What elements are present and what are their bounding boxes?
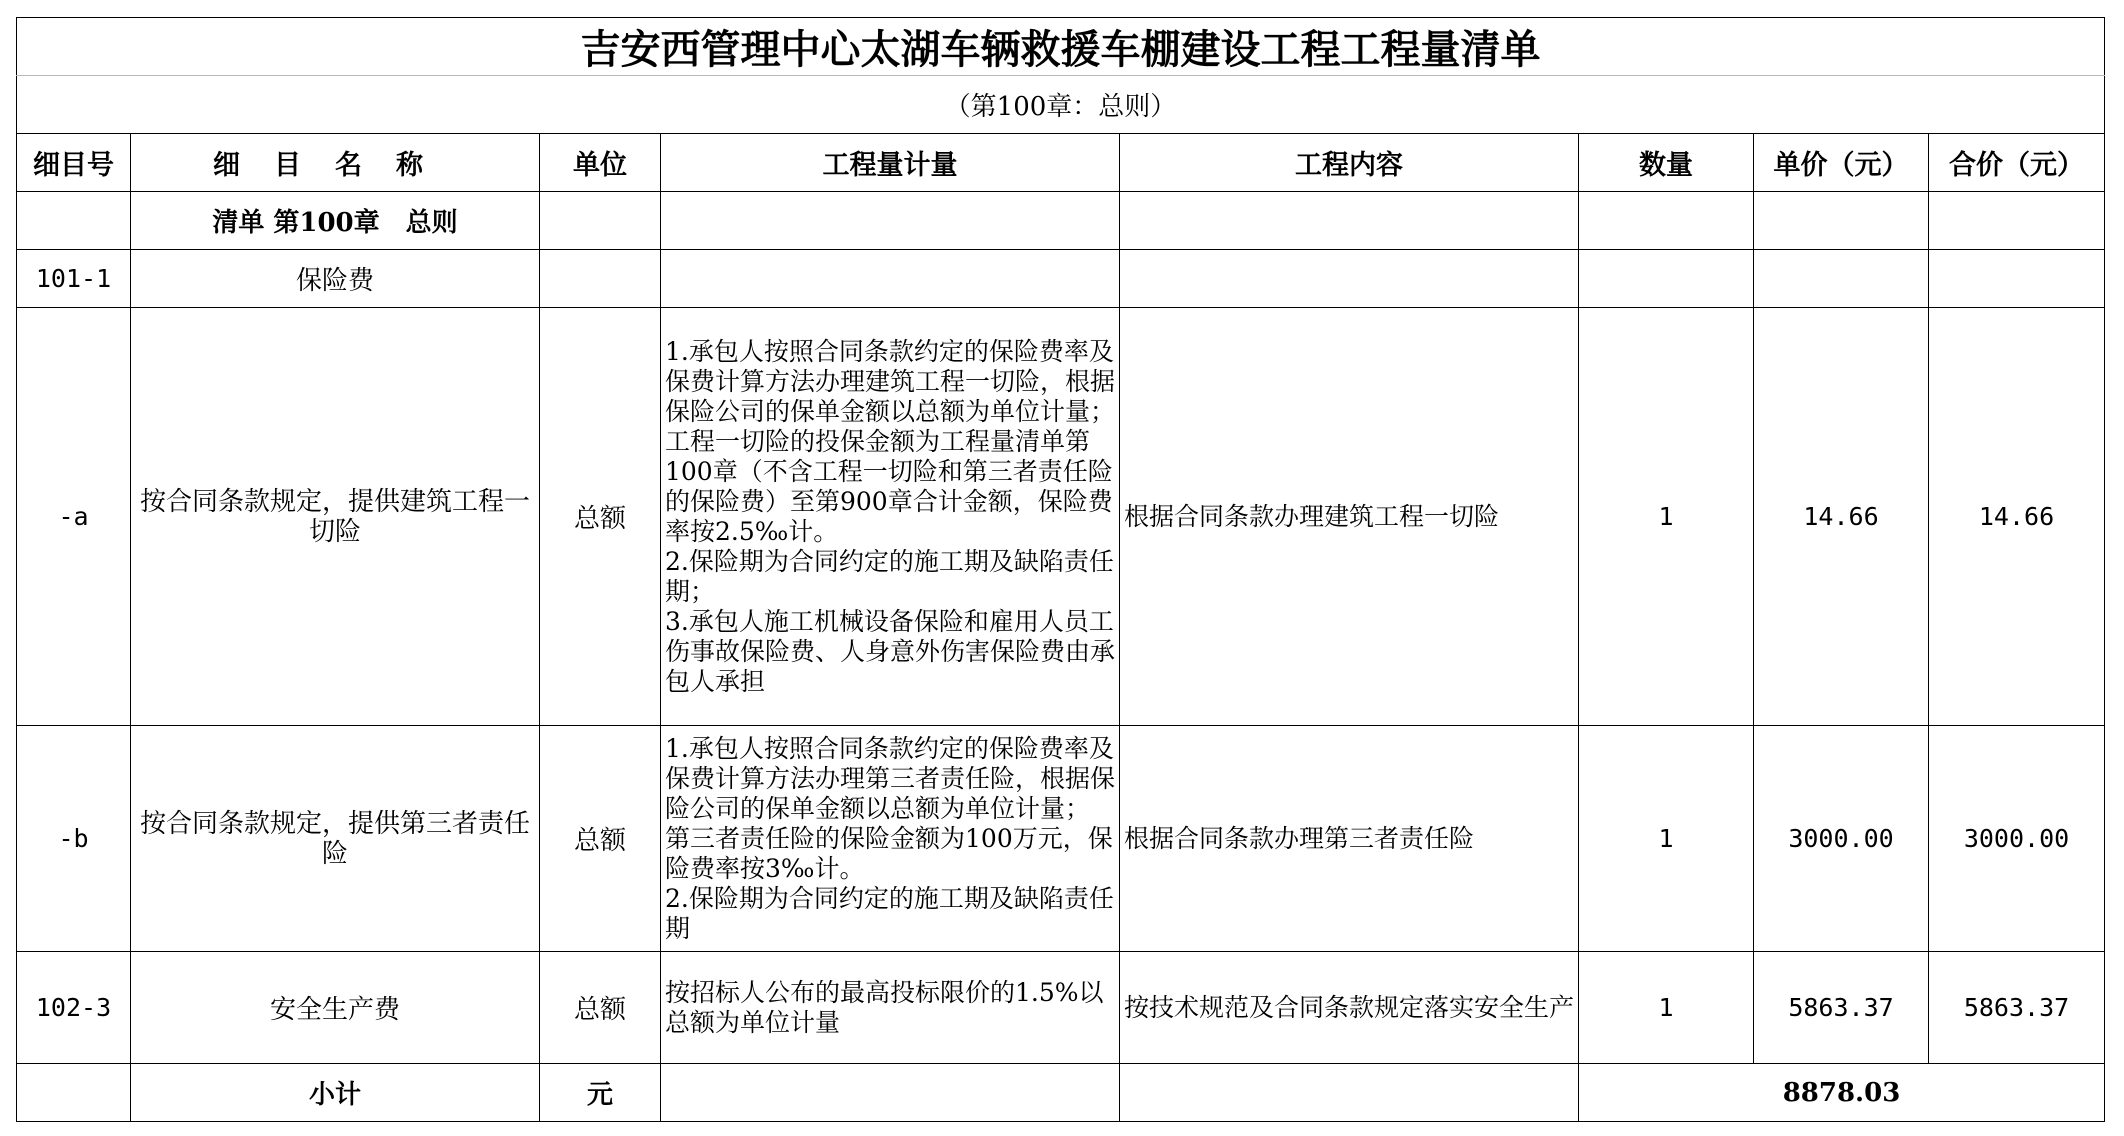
item-quantity: 1 [1579,952,1754,1064]
table-row [17,952,2105,1064]
header-unit-price: 单价（元） [1754,134,1929,192]
chapter-row [17,192,2105,250]
subtotal-unit: 元 [540,1064,661,1122]
header-total-price: 合价（元） [1929,134,2105,192]
item-quantity: 1 [1579,726,1754,952]
item-work-content: 按技术规范及合同条款规定落实安全生产 [1120,952,1579,1064]
item-code: 102-3 [17,952,131,1064]
item-total-price: 3000.00 [1929,726,2105,952]
item-total-price: 14.66 [1929,308,2105,726]
item-unit-price: 14.66 [1754,308,1929,726]
chapter-label: 清单 第100章 总则 [131,192,540,250]
page-subtitle: （第100章：总则） [17,76,2105,134]
header-work-content: 工程内容 [1120,134,1579,192]
bill-of-quantities-sheet [16,17,2105,1122]
header-item-name: 细目名称 [131,134,540,192]
header-quantity: 数量 [1579,134,1754,192]
item-work-content: 根据合同条款办理建筑工程一切险 [1120,308,1579,726]
item-name: 安全生产费 [131,952,540,1064]
header-row [17,134,2105,192]
table-row [17,726,2105,952]
item-name: 按合同条款规定，提供建筑工程一切险 [131,308,540,726]
subtotal-row [17,1064,2105,1122]
item-unit-price: 5863.37 [1754,952,1929,1064]
item-unit: 总额 [540,952,661,1064]
item-measurement: 按招标人公布的最高投标限价的1.5%以总额为单位计量 [661,952,1120,1064]
item-code: -b [17,726,131,952]
item-unit-price: 3000.00 [1754,726,1929,952]
item-code: 101-1 [17,250,131,308]
item-work-content: 根据合同条款办理第三者责任险 [1120,726,1579,952]
item-name: 按合同条款规定，提供第三者责任险 [131,726,540,952]
header-measurement: 工程量计量 [661,134,1120,192]
header-item-code: 细目号 [17,134,131,192]
item-measurement: 1.承包人按照合同条款约定的保险费率及保费计算方法办理建筑工程一切险，根据保险公司的保单金额以总额为单位计量；工程一切险的投保金额为工程量清单第100章（不含工程一切险和第三者责任险的保险费）至第900章合计金额，保险费率按2.5‰计。 2.保险期为合同约定的施工期及缺陷责任期； 3.承包人施工机械设备保险和雇用人员工伤事故保险费、人身意外伤害保险费由承包人承担 [661,308,1120,726]
item-unit: 总额 [540,726,661,952]
bill-of-quantities-table [16,17,2105,1122]
item-total-price: 5863.37 [1929,952,2105,1064]
item-unit: 总额 [540,308,661,726]
header-unit: 单位 [540,134,661,192]
subtotal-label: 小计 [131,1064,540,1122]
subtotal-amount: 8878.03 [1579,1064,2105,1122]
table-row [17,308,2105,726]
item-code: -a [17,308,131,726]
item-quantity: 1 [1579,308,1754,726]
item-name: 保险费 [131,250,540,308]
item-measurement: 1.承包人按照合同条款约定的保险费率及保费计算方法办理第三者责任险，根据保险公司的保单金额以总额为单位计量； 第三者责任险的保险金额为100万元，保险费率按3‰计。 2.保险期为合同约定的施工期及缺陷责任期 [661,726,1120,952]
table-row [17,250,2105,308]
page-title: 吉安西管理中心太湖车辆救援车棚建设工程工程量清单 [17,18,2105,76]
